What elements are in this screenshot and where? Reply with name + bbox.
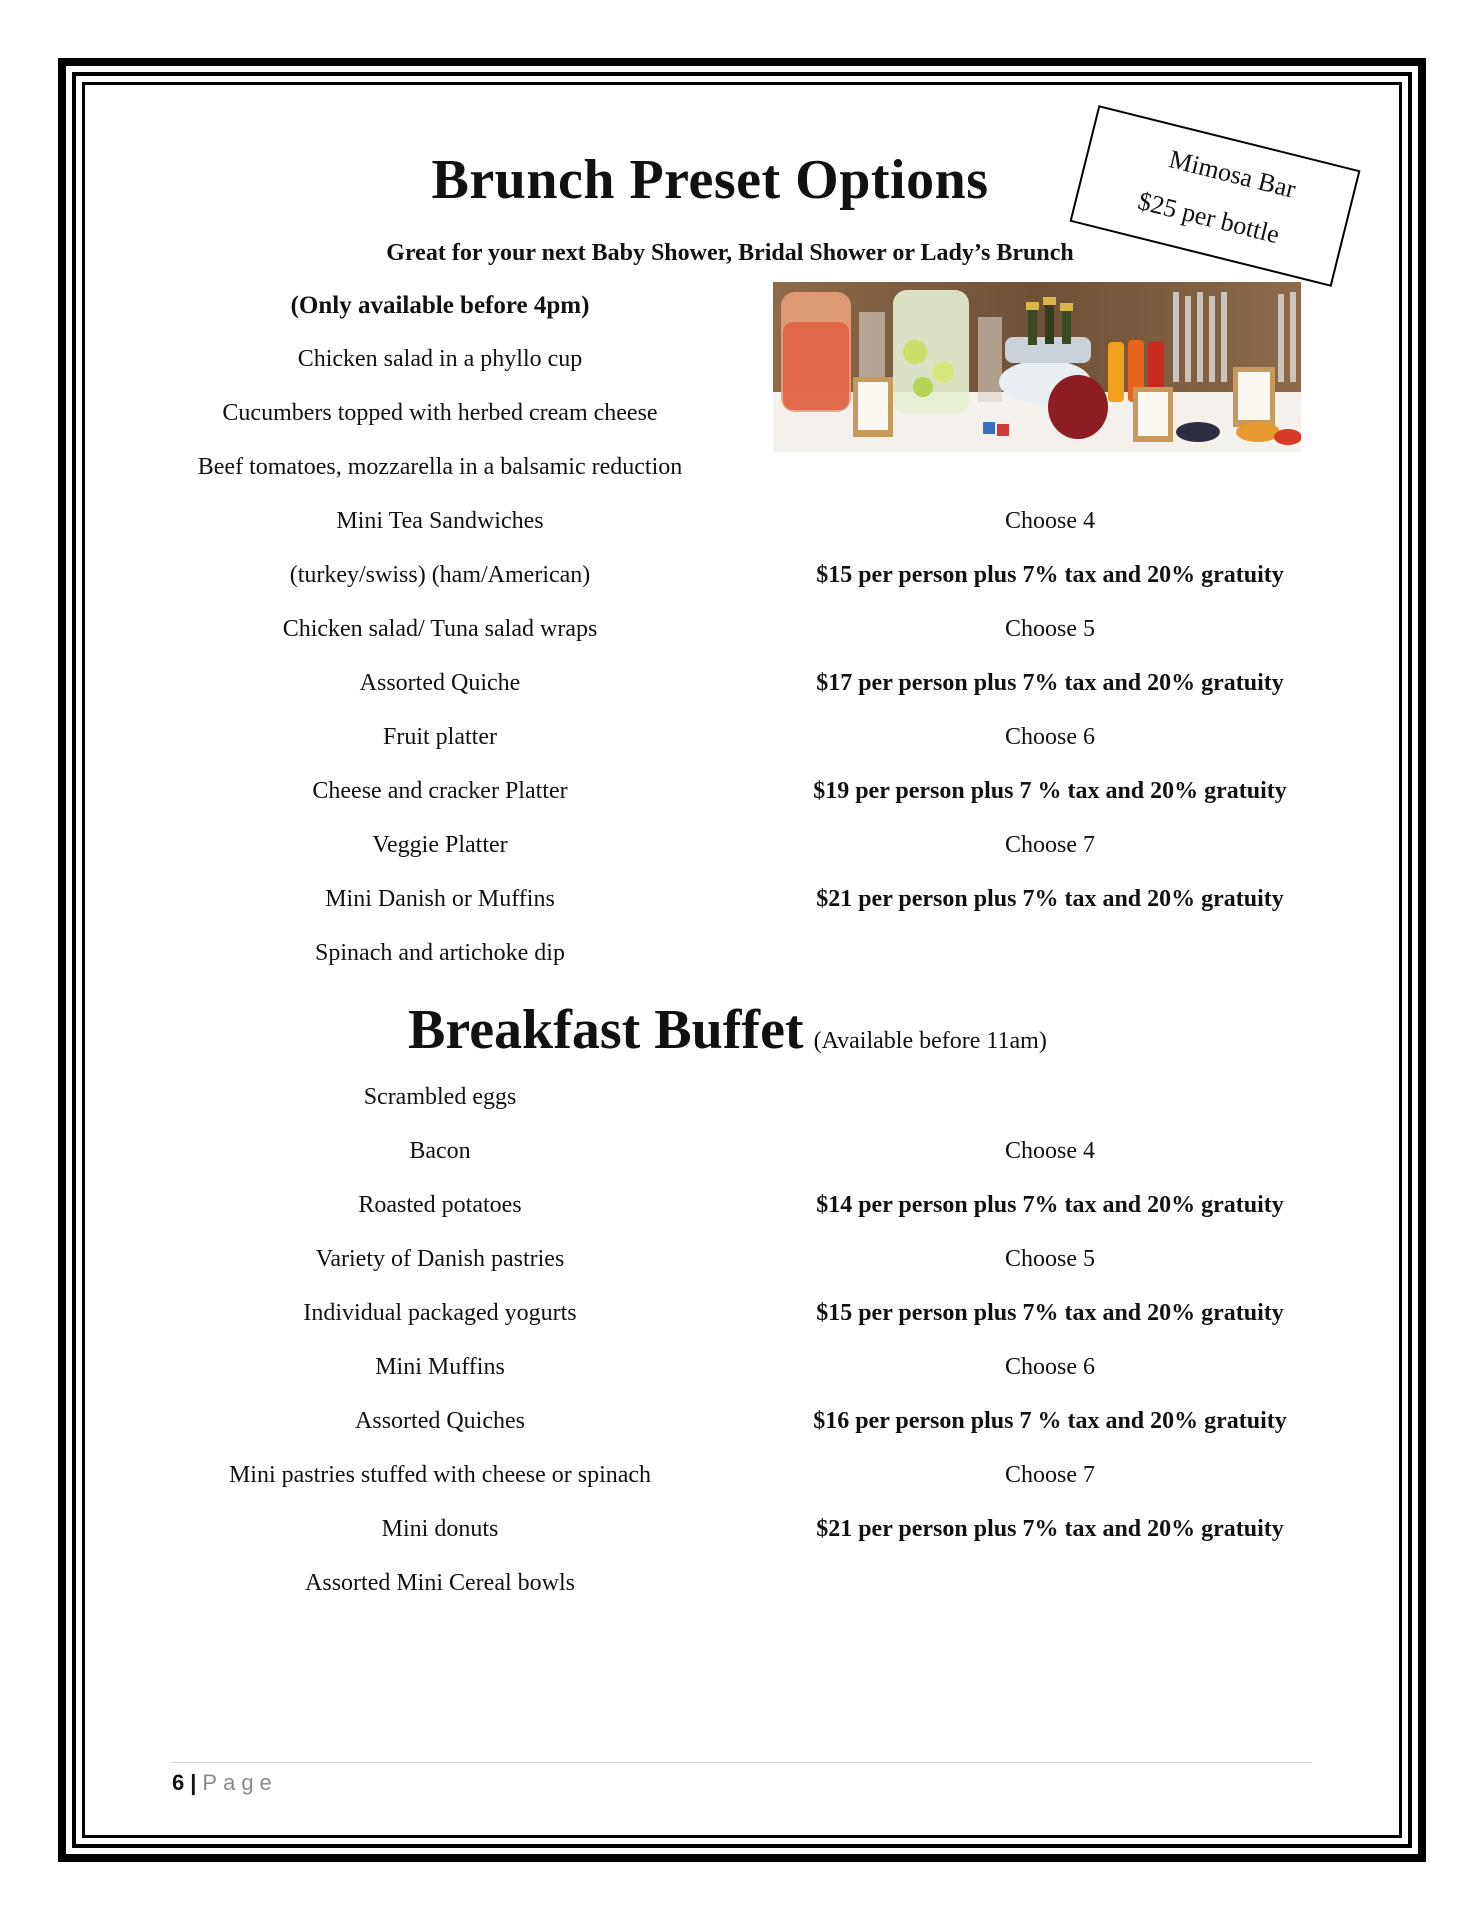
brunch-item: Mini Tea Sandwiches [336,508,544,534]
breakfast-item: Variety of Danish pastries [315,1246,565,1272]
brunch-item: Cheese and cracker Platter [312,778,568,804]
footer-separator: | [190,1770,197,1795]
footer-divider [170,1762,1312,1763]
page-number: 6 [172,1770,185,1795]
breakfast-item: Assorted Quiches [355,1408,525,1434]
brunch-price-label: $19 per person plus 7 % tax and 20% gratuity [813,778,1287,804]
brunch-item: Veggie Platter [372,832,508,858]
breakfast-choose-label: Choose 7 [1005,1462,1095,1488]
brunch-subtitle: Great for your next Baby Shower, Bridal Shower or Lady’s Brunch [386,240,1074,266]
breakfast-price-label: $14 per person plus 7% tax and 20% gratuity [816,1192,1284,1218]
mimosa-title: Mimosa Bar [1166,144,1299,204]
brunch-item: Assorted Quiche [359,670,521,696]
breakfast-price-label: $16 per person plus 7 % tax and 20% gratuity [813,1408,1287,1434]
brunch-availability: (Only available before 4pm) [290,292,590,319]
brunch-item: Chicken salad/ Tuna salad wraps [282,616,598,642]
breakfast-item: Individual packaged yogurts [303,1300,577,1326]
breakfast-choose-label: Choose 5 [1005,1246,1095,1272]
mimosa-bar-photo [773,282,1301,452]
brunch-item: Chicken salad in a phyllo cup [297,346,583,372]
brunch-choose-label: Choose 5 [1005,616,1095,642]
brunch-item: Mini Danish or Muffins [325,886,555,912]
breakfast-availability: (Available before 11am) [813,1028,1047,1054]
breakfast-title: Breakfast Buffet [408,999,804,1061]
brunch-price-label: $17 per person plus 7% tax and 20% gratuity [816,670,1284,696]
brunch-choose-label: Choose 6 [1005,724,1095,750]
breakfast-price-label: $21 per person plus 7% tax and 20% gratuity [816,1516,1284,1542]
breakfast-price-label: $15 per person plus 7% tax and 20% gratuity [816,1300,1284,1326]
brunch-item: (turkey/swiss) (ham/American) [289,562,591,588]
brunch-title: Brunch Preset Options [431,149,989,211]
brunch-item: Fruit platter [383,724,497,750]
brunch-item: Spinach and artichoke dip [315,940,565,966]
breakfast-title-row [408,998,1047,1062]
breakfast-item: Bacon [409,1138,471,1164]
brunch-choose-label: Choose 4 [1005,508,1095,534]
mimosa-price: $25 per bottle [1135,186,1283,250]
page-footer [172,1770,278,1796]
brunch-price-label: $15 per person plus 7% tax and 20% gratuity [816,562,1284,588]
brunch-item: Beef tomatoes, mozzarella in a balsamic reduction [197,454,683,480]
breakfast-choose-label: Choose 4 [1005,1138,1095,1164]
brunch-item: Cucumbers topped with herbed cream cheese [222,400,658,426]
breakfast-item: Mini pastries stuffed with cheese or spinach [228,1462,652,1488]
breakfast-item: Roasted potatoes [358,1192,522,1218]
page-word: Page [202,1770,278,1795]
brunch-price-label: $21 per person plus 7% tax and 20% gratuity [816,886,1284,912]
breakfast-item: Mini donuts [381,1516,499,1542]
brunch-choose-label: Choose 7 [1005,832,1095,858]
breakfast-choose-label: Choose 6 [1005,1354,1095,1380]
mimosa-bar-photo-illustration [773,282,1301,452]
breakfast-item: Mini Muffins [375,1354,505,1380]
breakfast-item: Scrambled eggs [363,1084,517,1110]
breakfast-item: Assorted Mini Cereal bowls [305,1570,575,1596]
